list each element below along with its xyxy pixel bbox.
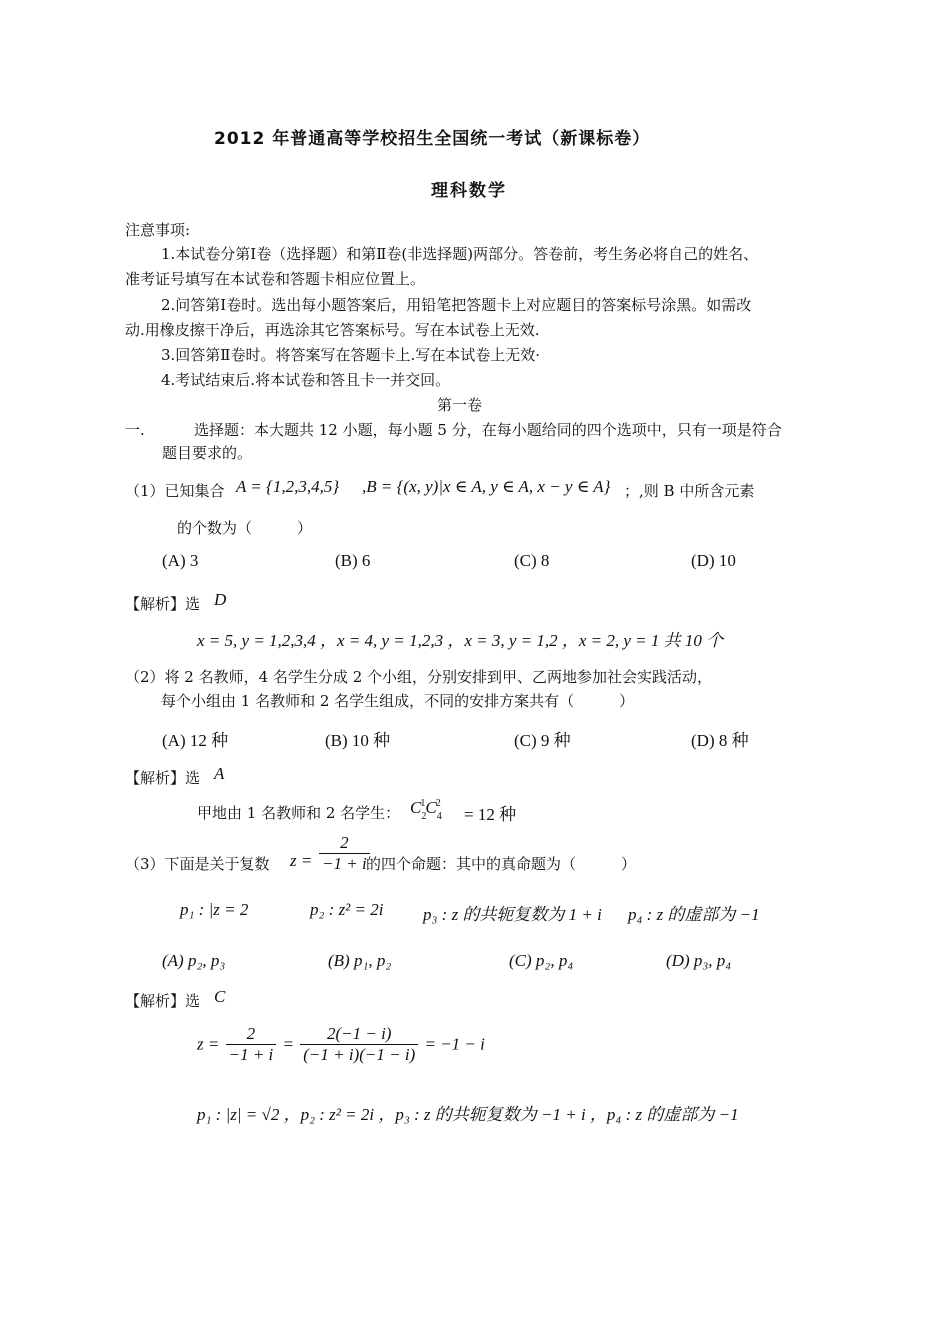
q2-option-a: (A) 12 种 <box>162 731 229 750</box>
q3-calc-frac1-num: 2 <box>226 1024 277 1045</box>
q3-option-c: (C) p₂, p₄ <box>509 951 574 970</box>
q3-calculation: z = $\frac{2}{-1 + i}$ = $\frac{2(-1 - i)}{(-1 + i)(-1 - i)}$ = −1 − i <box>197 1024 485 1064</box>
q1-option-b: (B) 6 <box>335 551 371 570</box>
q3-fraction <box>317 833 372 874</box>
q3-calc-frac1-den: −1 + i <box>228 1045 274 1064</box>
q1-explain: x = 5, y = 1,2,3,4 ，x = 4, y = 1,2,3 ，x = 3, y = 1,2 ，x = 2, y = 1 共 10 个 <box>197 631 724 650</box>
q3-answer: C <box>214 987 226 1006</box>
q3-option-d: (D) p₃, p₄ <box>666 951 732 970</box>
q3-tail: 的四个命题：其中的真命题为（ ） <box>366 855 637 873</box>
q2-option-c: (C) 9 种 <box>514 731 571 750</box>
notice-item-1-line-2: 准考证号填写在本试卷和答题卡相应位置上。 <box>125 270 426 288</box>
notice-item-1-line-1: 1.本试卷分第Ⅰ卷（选择题）和第Ⅱ卷(非选择题)两部分。答卷前，考生务必将自己的姓名、 <box>161 245 759 263</box>
q1-lead: （1）已知集合 <box>125 482 225 500</box>
q1-line-2: 的个数为（ ） <box>177 519 313 537</box>
q2-option-b: (B) 10 种 <box>325 731 391 750</box>
q2-line-2: 每个小组由 1 名教师和 2 名学生组成，不同的安排方案共有（ ） <box>161 692 635 710</box>
q3-prop-1: p₁ : |z = 2 <box>180 900 249 919</box>
q2-explain-lead: 甲地由 1 名教师和 2 名学生： <box>197 804 401 822</box>
q1-option-a: (A) 3 <box>162 551 199 570</box>
q1-option-d: (D) 10 <box>691 551 736 570</box>
notice-item-2-line-1: 2.问答第Ⅰ卷时。选出每小题答案后，用铅笔把答题卡上对应题目的答案标号涂黑。如需改 <box>161 296 752 314</box>
q3-z-eq: z = <box>290 851 313 870</box>
q3-fraction-num: 2 <box>319 833 370 854</box>
q2-answer: A <box>214 764 225 783</box>
q2-option-d: (D) 8 种 <box>691 731 749 750</box>
q2-combination: $C_2^1C_4^2$ <box>410 798 442 822</box>
q3-option-b: (B) p₁, p₂ <box>328 951 392 970</box>
q3-option-a: (A) p₂, p₃ <box>162 951 226 970</box>
q1-set-a: A = {1,2,3,4,5} <box>236 477 340 496</box>
q3-calc-frac2-num: 2(−1 − i) <box>300 1024 418 1045</box>
q2-answer-label: 【解析】选 <box>125 769 201 787</box>
q3-calc-frac2-den: (−1 + i)(−1 − i) <box>303 1045 416 1064</box>
notice-item-3: 3.回答第Ⅱ卷时。将答案写在答题卡上.写在本试卷上无效· <box>161 346 541 364</box>
q3-calc-tail: = −1 − i <box>424 1034 485 1054</box>
notice-item-4: 4.考试结束后.将本试卷和答且卡一并交回。 <box>161 371 451 389</box>
q2-explain-math: = 12 种 <box>464 805 517 824</box>
q1-tail: ；,则 B 中所含元素 <box>624 482 755 500</box>
q3-explain: p₁ : |z| = √2 ，p₂ : z² = 2i ，p₃ : z 的共轭复数为 −1 + i ，p₄ : z 的虚部为 −1 <box>197 1105 739 1124</box>
notice-item-2-line-2: 动.用橡皮擦干净后，再选涂其它答案标号。写在本试卷上无效. <box>125 321 540 339</box>
q3-answer-label: 【解析】选 <box>125 992 201 1010</box>
q3-prop-3: p₃ : z 的共轭复数为 1 + i <box>423 905 602 924</box>
q1-set-b: ,B = {(x, y)|x ∈ A, y ∈ A, x − y ∈ A} <box>362 477 611 496</box>
q3-fraction-den: −1 + i <box>322 854 367 873</box>
section-line-2: 题目要求的。 <box>162 444 253 462</box>
notice-heading: 注意事项: <box>125 221 191 239</box>
section-line-1: 选择题：本大题共 12 小题，每小题 5 分，在每小题给同的四个选项中，只有一项是符合 <box>194 421 782 439</box>
q3-prop-4: p₄ : z 的虚部为 −1 <box>628 905 760 924</box>
q2-line-1: （2）将 2 名教师，4 名学生分成 2 个小组，分别安排到甲、乙两地参加社会实践活动， <box>125 668 713 686</box>
section-number: 一. <box>125 421 145 439</box>
q3-lead: （3）下面是关于复数 <box>125 855 270 873</box>
q1-answer-label: 【解析】选 <box>125 595 201 613</box>
volume-title: 第一卷 <box>437 396 483 414</box>
q3-prop-2: p₂ : z² = 2i <box>310 900 384 919</box>
q1-answer: D <box>214 590 227 609</box>
exam-subtitle: 理科数学 <box>431 181 507 201</box>
exam-title: 2012 年普通高等学校招生全国统一考试（新课标卷） <box>214 129 651 149</box>
q1-option-c: (C) 8 <box>514 551 550 570</box>
